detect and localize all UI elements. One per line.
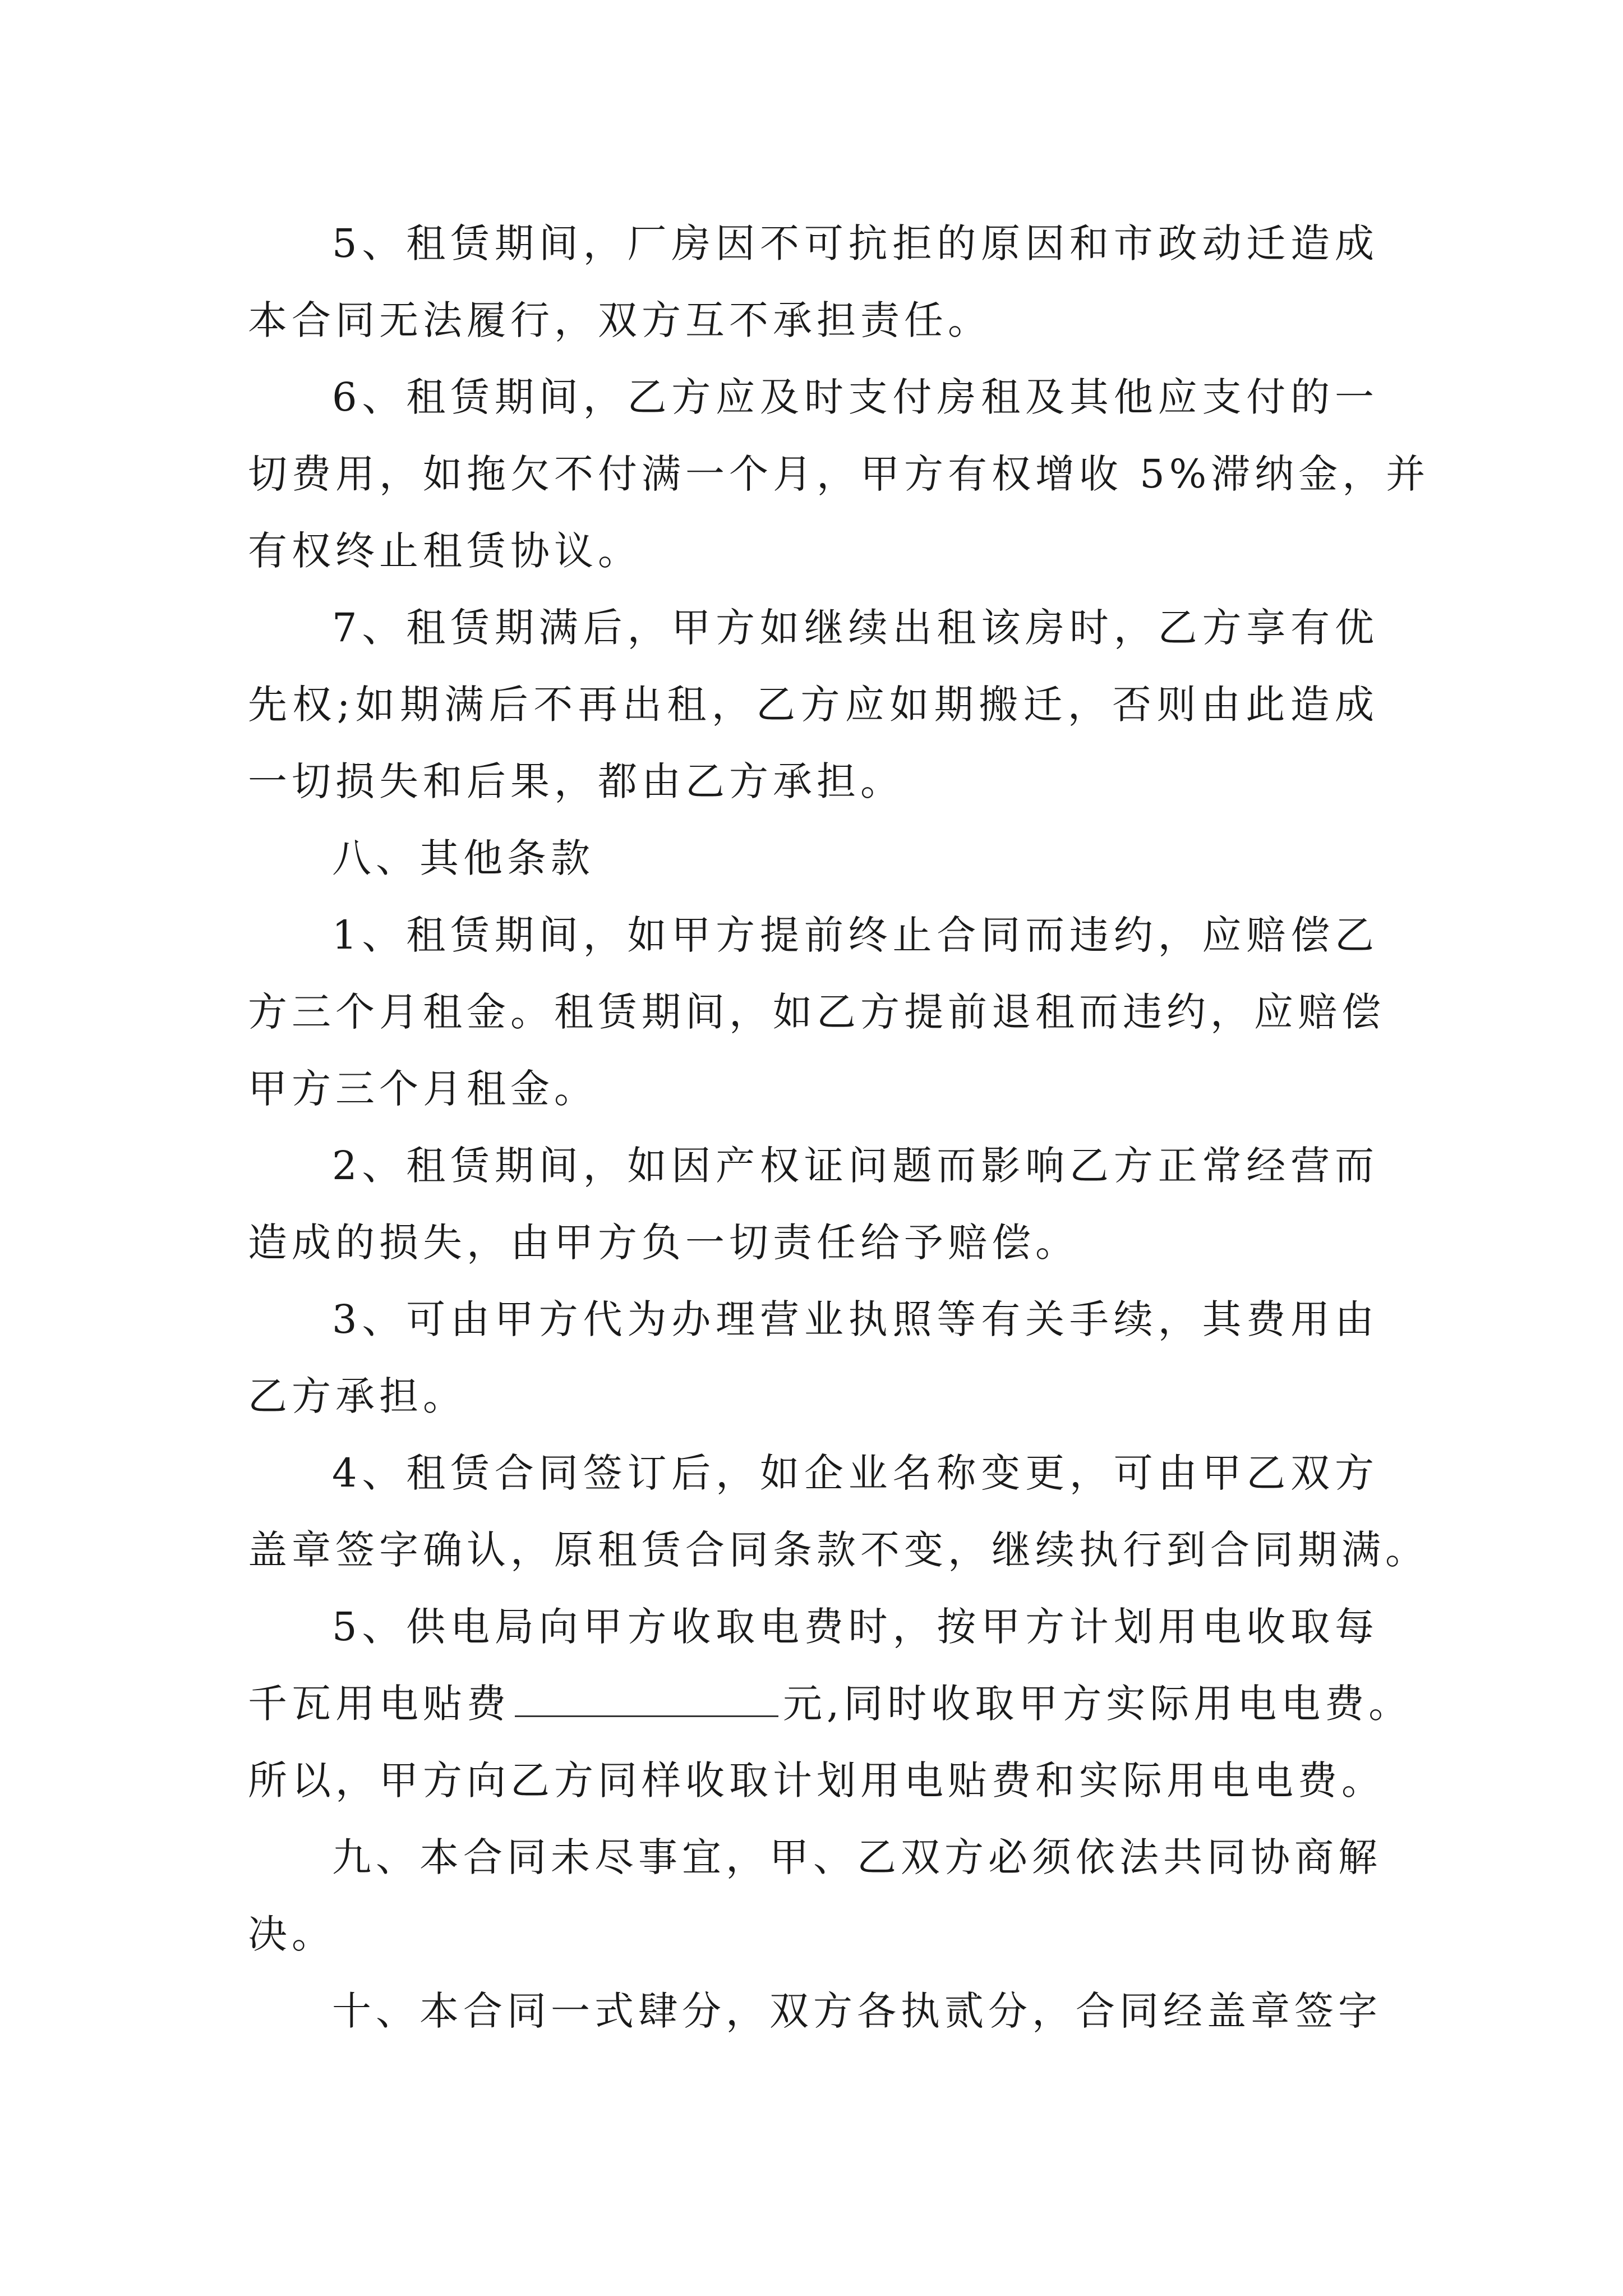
text-line: 十、本合同一式肆分，双方各执贰分，合同经盖章签字 [332,1988,1382,2034]
text-line: 6、租赁期间，乙方应及时支付房租及其他应支付的一 [332,374,1378,420]
section-8-heading [248,820,1378,897]
text-line: 九、本合同未尽事宜，甲、乙双方必须依法共同协商解 [332,1834,1382,1880]
clause-8-1-breach [248,897,1385,1128]
text-line: 7、租赁期满后，甲方如继续出租该房时，乙方享有优 [332,605,1378,651]
text-line: 切费用，如拖欠不付满一个月，甲方有权增收 5%滞纳金，并 [248,451,1430,497]
text-line: 5、租赁期间，厂房因不可抗拒的原因和市政动迁造成 [332,220,1378,266]
clause-7-renewal [248,590,1378,820]
text-line: 所以，甲方向乙方同样收取计划用电贴费和实际用电电费。 [248,1757,1385,1803]
clause-8-2-title-deed [248,1128,1378,1281]
clause-8-5-electricity [248,1589,1413,1819]
clause-6-payment [248,359,1430,590]
text-line: 造成的损失，由甲方负一切责任给予赔偿。 [248,1220,1079,1266]
text-line: 乙方承担。 [248,1373,467,1419]
fill-in-blank[interactable] [515,1681,778,1717]
text-line: 一切损失和后果，都由乙方承担。 [248,758,904,804]
text-line: 3、可由甲方代为办理营业执照等有关手续，其费用由 [332,1296,1378,1342]
text-line: 本合同无法履行，双方互不承担责任。 [248,297,992,343]
clause-8-3-license [248,1281,1378,1435]
text-line: 5、供电局向甲方收取电费时，按甲方计划用电收取每 [332,1604,1378,1650]
text-line: 先权;如期满后不再出租，乙方应如期搬迁，否则由此造成 [248,682,1378,728]
text-line: 4、租赁合同签订后，如企业名称变更，可由甲乙双方 [332,1450,1378,1496]
clause-9-unresolved [248,1819,1382,1973]
text-after-blank: 元,同时收取甲方实际用电电费。 [783,1681,1413,1727]
text-line: 盖章签字确认，原租赁合同条款不变，继续执行到合同期满。 [248,1527,1429,1573]
text-line-with-blank [248,1665,1413,1742]
text-before-blank: 千瓦用电贴费 [248,1681,510,1727]
clause-8-4-name-change [248,1435,1429,1589]
text-line: 方三个月租金。租赁期间，如乙方提前退租而违约，应赔偿 [248,989,1385,1035]
clause-5-force-majeure [248,205,1378,359]
text-line: 甲方三个月租金。 [248,1066,598,1112]
contract-text [248,205,1430,2050]
section-heading: 八、其他条款 [332,835,594,881]
text-line: 有权终止租赁协议。 [248,528,642,574]
text-line: 2、租赁期间，如因产权证问题而影响乙方正常经营而 [332,1143,1378,1189]
text-line: 1、租赁期间，如甲方提前终止合同而违约，应赔偿乙 [332,912,1378,958]
clause-10-copies [248,1973,1382,2050]
text-line: 决。 [248,1911,335,1957]
